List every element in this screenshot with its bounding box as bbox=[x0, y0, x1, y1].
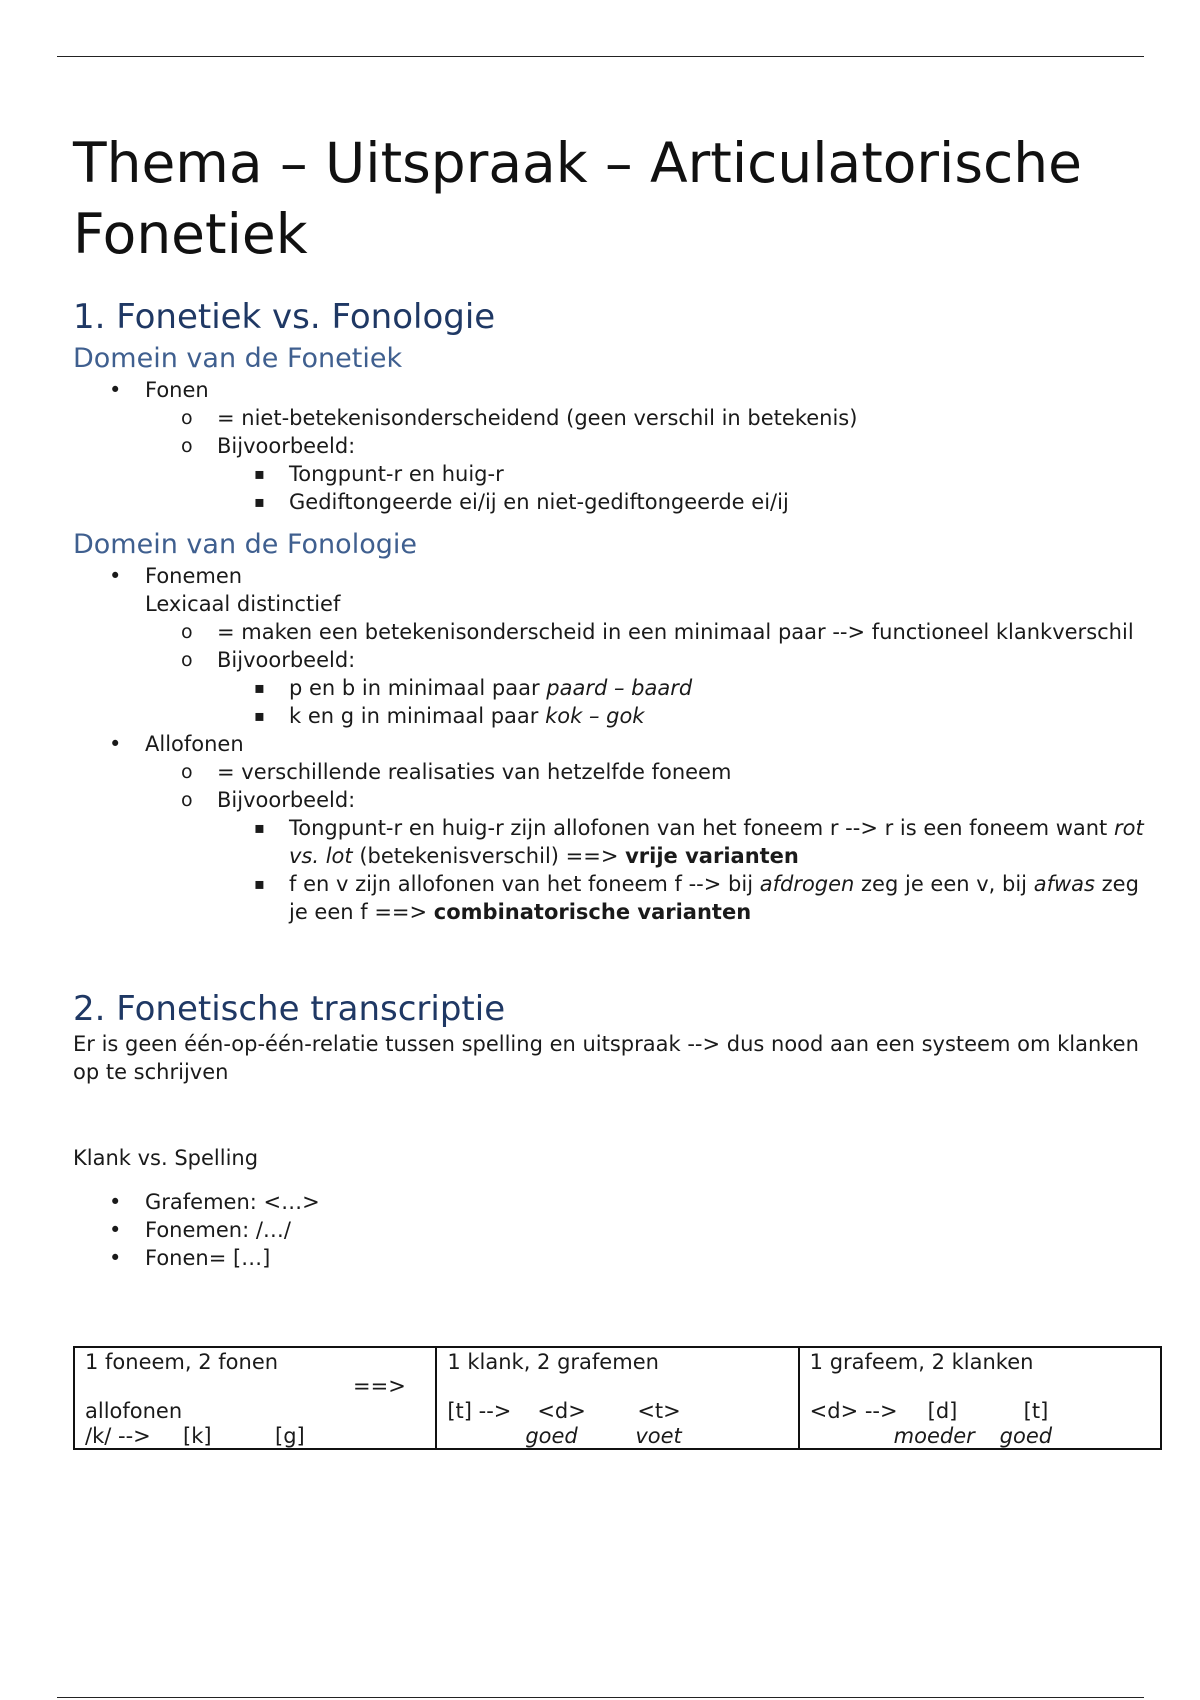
list-item: o = maken een betekenisonderscheid in een minimaal paar --> functioneel klankverschil bbox=[181, 620, 1134, 644]
circle-bullet-icon: o bbox=[181, 435, 193, 457]
list-item: o Bijvoorbeeld: bbox=[181, 648, 356, 672]
list-item: o Bijvoorbeeld: bbox=[181, 788, 356, 812]
section-2-heading: 2. Fonetische transcriptie bbox=[73, 989, 506, 1029]
bullet-icon: • bbox=[109, 1246, 122, 1270]
transcription-table bbox=[73, 1346, 1162, 1450]
document-body bbox=[73, 118, 1163, 1272]
list-item: • Allofonen bbox=[109, 732, 244, 756]
transcription-intro: Er is geen één-op-één-relatie tussen spelling en uitspraak --> dus nood aan een systeem om klanken op te schrijven bbox=[73, 1032, 1139, 1084]
bullet-icon: • bbox=[109, 1218, 122, 1242]
bullet-icon: • bbox=[109, 1190, 122, 1214]
list-item: • Fonen bbox=[109, 378, 209, 402]
circle-bullet-icon: o bbox=[181, 407, 193, 429]
section-1-heading: 1. Fonetiek vs. Fonologie bbox=[73, 297, 496, 337]
square-bullet-icon: ▪ bbox=[254, 874, 265, 893]
circle-bullet-icon: o bbox=[181, 649, 193, 671]
list-item: • Fonemen: /…/ bbox=[109, 1218, 291, 1242]
bullet-icon: • bbox=[109, 732, 122, 756]
list-item: • Fonen= […] bbox=[109, 1246, 271, 1270]
list-item: ▪ Tongpunt-r en huig-r zijn allofonen van het foneem r --> r is een foneem want rot vs. lot (betekenisverschil) ==> vrije varianten bbox=[254, 816, 1144, 868]
table-cell-klank: 1 klank, 2 grafemen [t] --> <d> <t> goed voet bbox=[436, 1347, 798, 1449]
list-item: ▪ f en v zijn allofonen van het foneem f --> bij afdrogen zeg je een v, bij afwas zeg je een f ==> combinatorische varianten bbox=[254, 872, 1139, 924]
page-title: Thema – Uitspraak – Articulatorische Fonetiek bbox=[73, 131, 1082, 266]
list-item: ▪ Tongpunt-r en huig-r bbox=[254, 462, 504, 486]
klank-spelling-label: Klank vs. Spelling bbox=[73, 1146, 259, 1170]
bullet-icon: • bbox=[109, 378, 122, 402]
list-item: ▪ Gediftongeerde ei/ij en niet-gediftongeerde ei/ij bbox=[254, 490, 789, 514]
circle-bullet-icon: o bbox=[181, 621, 193, 643]
circle-bullet-icon: o bbox=[181, 789, 193, 811]
table-row bbox=[74, 1347, 1161, 1449]
list-item: ▪ p en b in minimaal paar paard – baard bbox=[254, 676, 693, 700]
fonetiek-list bbox=[73, 376, 1163, 404]
table-cell-grafeem: 1 grafeem, 2 klanken <d> --> [d] [t] moeder goed bbox=[799, 1347, 1161, 1449]
list-item: o = verschillende realisaties van hetzelfde foneem bbox=[181, 760, 732, 784]
fonologie-heading: Domein van de Fonologie bbox=[73, 529, 417, 560]
fonetiek-heading: Domein van de Fonetiek bbox=[73, 343, 403, 374]
circle-bullet-icon: o bbox=[181, 761, 193, 783]
square-bullet-icon: ▪ bbox=[254, 706, 265, 725]
bullet-icon: • bbox=[109, 564, 122, 588]
list-item: o Bijvoorbeeld: bbox=[181, 434, 356, 458]
footer-rule bbox=[57, 1697, 1144, 1698]
list-item: • Fonemen Lexicaal distinctief bbox=[109, 564, 341, 616]
square-bullet-icon: ▪ bbox=[254, 818, 265, 837]
square-bullet-icon: ▪ bbox=[254, 678, 265, 697]
list-item: ▪ k en g in minimaal paar kok – gok bbox=[254, 704, 645, 728]
list-item: o = niet-betekenisonderscheidend (geen verschil in betekenis) bbox=[181, 406, 858, 430]
header-rule bbox=[57, 56, 1144, 57]
square-bullet-icon: ▪ bbox=[254, 464, 265, 483]
square-bullet-icon: ▪ bbox=[254, 492, 265, 511]
list-item: • Grafemen: <…> bbox=[109, 1190, 320, 1214]
table-cell-foneem: 1 foneem, 2 fonen ==> allofonen /k/ --> [k] [g] bbox=[74, 1347, 436, 1449]
